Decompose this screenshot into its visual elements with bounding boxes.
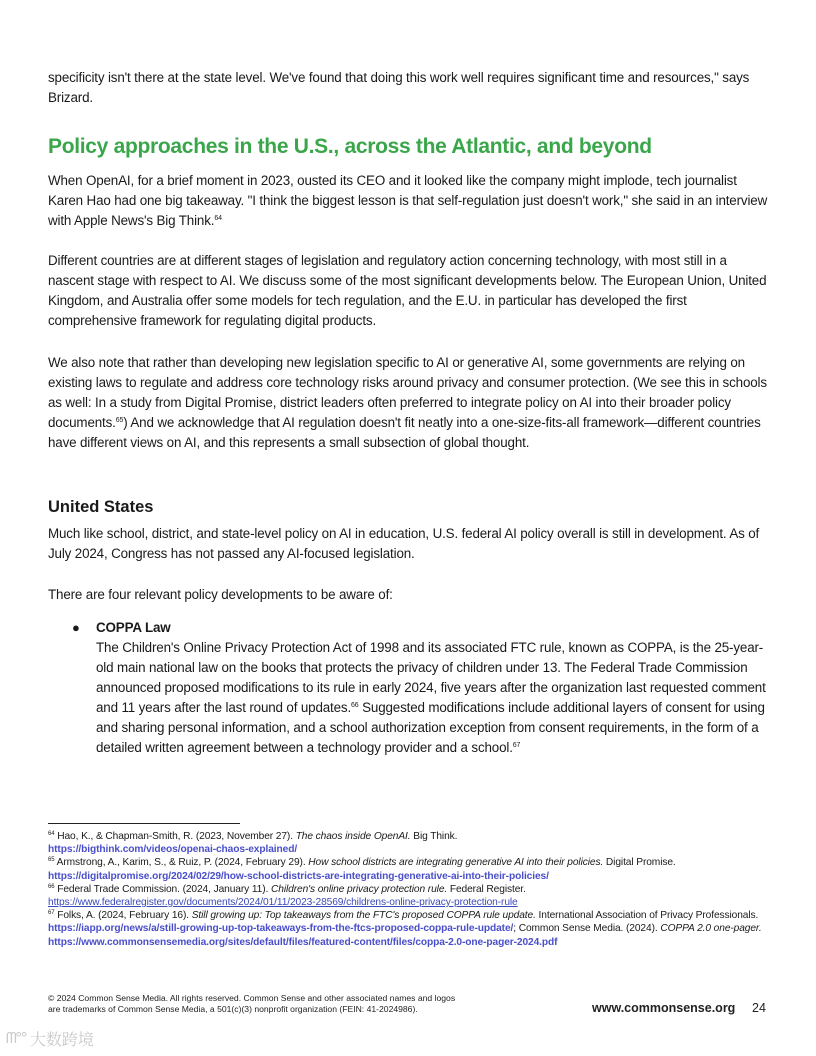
footnote-link[interactable]: https://iapp.org/news/a/still-growing-up-top-takeaways-from-the-ftcs-proposed-coppa-rule-update/ — [48, 923, 514, 935]
paragraph-existing-laws — [48, 353, 770, 453]
paragraph-countries: Different countries are at different stages of legislation and regulatory action concerning technology, with most still in a nascent stage with respect to AI. We discuss some of the most significant developments below. The European Union, United Kingdom, and Australia offer some models for tech regulation, and the E.U. in particular has developed the first comprehensive framework for regulating digital products. — [48, 253, 767, 328]
subsection-heading: United States — [48, 498, 154, 516]
page-number: 24 — [752, 1001, 766, 1015]
bullet-title: COPPA Law — [96, 620, 171, 635]
footnote-text: Federal Trade Commission. (2024, January 11). — [54, 883, 271, 895]
list-item — [48, 618, 770, 758]
watermark-logo-icon: ᗰ°° — [6, 1029, 26, 1047]
bullet-body — [96, 638, 770, 758]
bullet-text: The Children's Online Privacy Protection Act of 1998 and its associated FTC rule, known as COPPA, is the 25-year-old main national law on the books that protects the privacy of children under 13. The Federal Trade Commission announced proposed modifications to its rule in early 2024, five years after the organization last requested comment and 11 years after the last round of updates. — [96, 640, 766, 715]
footnote-67 — [48, 909, 770, 949]
footnote-link[interactable]: https://digitalpromise.org/2024/02/29/how-school-districts-are-integrating-generative-ai-into-their-policies/ — [48, 870, 549, 882]
footnote-link[interactable]: https://www.commonsensemedia.org/sites/default/files/featured-content/files/coppa-2.0-one-pager-2024.pdf — [48, 936, 558, 948]
footnote-link[interactable]: https://www.federalregister.gov/documents/2024/01/11/2023-28569/childrens-online-privacy-protection-rule — [48, 897, 518, 909]
intro-paragraph: specificity isn't there at the state level. We've found that doing this work well requires significant time and resources," says Brizard. — [48, 70, 750, 105]
footnote-number: 65 — [48, 857, 55, 864]
footnote-ref-67[interactable]: 67 — [512, 742, 521, 749]
footnote-text: Armstrong, A., Karim, S., & Ruiz, P. (2024, February 29). — [54, 857, 309, 869]
footnote-text: International Association of Privacy Professionals. — [535, 910, 759, 922]
footnote-ref-65[interactable]: 65 — [115, 417, 124, 424]
footnote-65 — [48, 856, 770, 882]
footnote-link[interactable]: https://bigthink.com/videos/openai-chaos-explained/ — [48, 844, 298, 856]
footnote-divider — [48, 823, 240, 824]
footnote-ref-64[interactable]: 64 — [214, 215, 222, 222]
bullet-icon: ● — [72, 620, 80, 635]
footnote-title: Children's online privacy protection rule. — [271, 883, 448, 895]
copyright-line: are trademarks of Common Sense Media, a 501(c)(3) nonprofit organization (FEIN: 41-2024986). — [48, 1004, 418, 1014]
footnote-title: The chaos inside OpenAI. — [295, 831, 411, 842]
footnote-ref-66[interactable]: 66 — [351, 702, 359, 709]
footnote-number: 66 — [48, 883, 55, 890]
footnote-text: Folks, A. (2024, February 16). — [54, 910, 192, 922]
bullet-text: Suggested modifications include additional layers of consent for using and sharing personal information, and a school authorization exception from consent requirements, in the form of a detailed written agreement between a technology provider and a school. — [96, 700, 765, 755]
paragraph-text: We also note that rather than developing new legislation specific to AI or generative AI, some governments are relying on existing laws to regulate and address core technology risks around privacy and consumer protection. (We see this in schools as well: In a study from Digital Promise, district leaders often preferred to integrate policy on AI into their broader policy documents. — [48, 355, 767, 430]
footnote-text: Digital Promise. — [603, 857, 676, 869]
footnote-text: Federal Register. — [447, 883, 526, 895]
paragraph-us-policy: Much like school, district, and state-level policy on AI in education, U.S. federal AI policy overall is still in development. As of July 2024, Congress has not passed any AI-focused legislation. — [48, 526, 760, 561]
footnote-66 — [48, 883, 770, 909]
policy-bullet-list — [48, 618, 770, 758]
footnote-text: Big Think. — [410, 831, 458, 842]
footnote-text: ; Common Sense Media. (2024). — [513, 923, 661, 935]
footnote-number: 67 — [48, 910, 55, 917]
watermark-text: 大数跨境 — [29, 1029, 94, 1049]
footnote-title: Still growing up: Top takeaways from the FTC's proposed COPPA rule update. — [191, 910, 536, 922]
copyright-line: © 2024 Common Sense Media. All rights reserved. Common Sense and other associated names and logos — [48, 993, 456, 1003]
footer-website-link[interactable]: www.commonsense.org — [592, 1001, 736, 1015]
paragraph-text: When OpenAI, for a brief moment in 2023, ousted its CEO and it looked like the company might implode, tech journalist Karen Hao had one big takeaway. "I think the biggest lesson is that self-regulation just doesn't work," she said in an interview with Apple News's Big Think. — [48, 173, 768, 228]
paragraph-text: ) And we acknowledge that AI regulation doesn't fit neatly into a one-size-fits-all framework—different countries have different views on AI, and this represents a small subsection of global thought. — [48, 415, 761, 450]
footer-copyright — [48, 993, 455, 1015]
footnote-text: Hao, K., & Chapman-Smith, R. (2023, November 27). — [54, 831, 296, 842]
footnote-title: How school districts are integrating generative AI into their policies. — [308, 857, 604, 869]
paragraph-openai — [48, 171, 770, 231]
paragraph-four-developments: There are four relevant policy developments to be aware of: — [48, 587, 393, 602]
watermark — [6, 1026, 94, 1050]
footnote-64 — [48, 830, 770, 856]
footnotes — [48, 830, 770, 949]
footnote-title: COPPA 2.0 one-pager. — [660, 923, 762, 935]
section-heading: Policy approaches in the U.S., across the Atlantic, and beyond — [48, 135, 652, 158]
footnote-number: 64 — [48, 831, 55, 837]
